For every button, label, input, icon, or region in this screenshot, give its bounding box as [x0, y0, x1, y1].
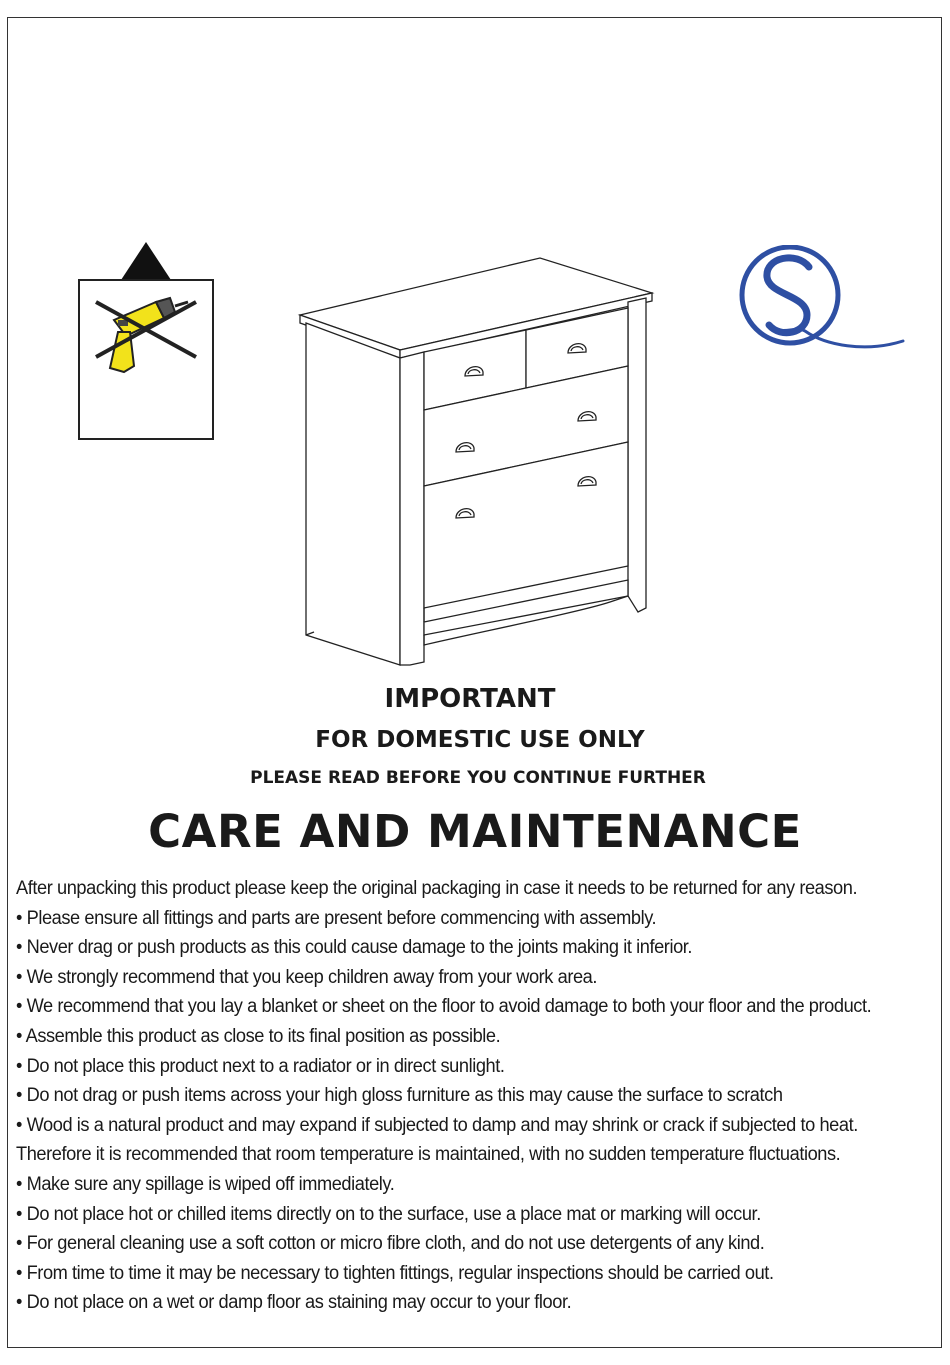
important-heading: IMPORTANT: [384, 684, 556, 714]
care-line: • From time to time it may be necessary to tighten fittings, regular inspections should be carried out.: [16, 1262, 774, 1284]
care-line: After unpacking this product please keep the original packaging in case it needs to be returned for any reason.: [16, 878, 858, 899]
care-instructions-list: [16, 874, 893, 1318]
care-line: • Please ensure all fittings and parts are present before commencing with assembly.: [16, 907, 657, 929]
care-line: • Assemble this product as close to its final position as possible.: [16, 1025, 501, 1047]
care-line: • We strongly recommend that you keep children away from your work area.: [16, 966, 598, 988]
care-line: • Do not drag or push items across your high gloss furniture as this may cause the surface to scratch: [16, 1085, 783, 1107]
care-line: • Make sure any spillage is wiped off immediately.: [16, 1173, 395, 1195]
no-power-drill-icon: [78, 240, 214, 440]
care-line: • We recommend that you lay a blanket or sheet on the floor to avoid damage to both your floor and the product.: [16, 996, 872, 1018]
care-line: • Wood is a natural product and may expand if subjected to damp and may shrink or crack if subjected to heat.: [16, 1114, 858, 1136]
brand-logo: [735, 245, 910, 360]
please-read-heading: PLEASE READ BEFORE YOU CONTINUE FURTHER: [250, 768, 706, 788]
care-line: • Do not place hot or chilled items directly on to the surface, use a place mat or marking will occur.: [16, 1203, 761, 1225]
chest-of-drawers-illustration: [290, 250, 660, 670]
care-line: • For general cleaning use a soft cotton or micro fibre cloth, and do not use detergents of any kind.: [16, 1233, 765, 1255]
care-line: • Do not place this product next to a radiator or in direct sunlight.: [16, 1055, 505, 1077]
domestic-use-heading: FOR DOMESTIC USE ONLY: [315, 727, 645, 753]
care-line: • Do not place on a wet or damp floor as staining may occur to your floor.: [16, 1292, 572, 1314]
care-line: • Never drag or push products as this could cause damage to the joints making it inferior.: [16, 937, 693, 959]
care-maintenance-title: CARE AND MAINTENANCE: [148, 805, 802, 858]
care-line: Therefore it is recommended that room temperature is maintained, with no sudden temperature fluctuations.: [16, 1144, 841, 1166]
